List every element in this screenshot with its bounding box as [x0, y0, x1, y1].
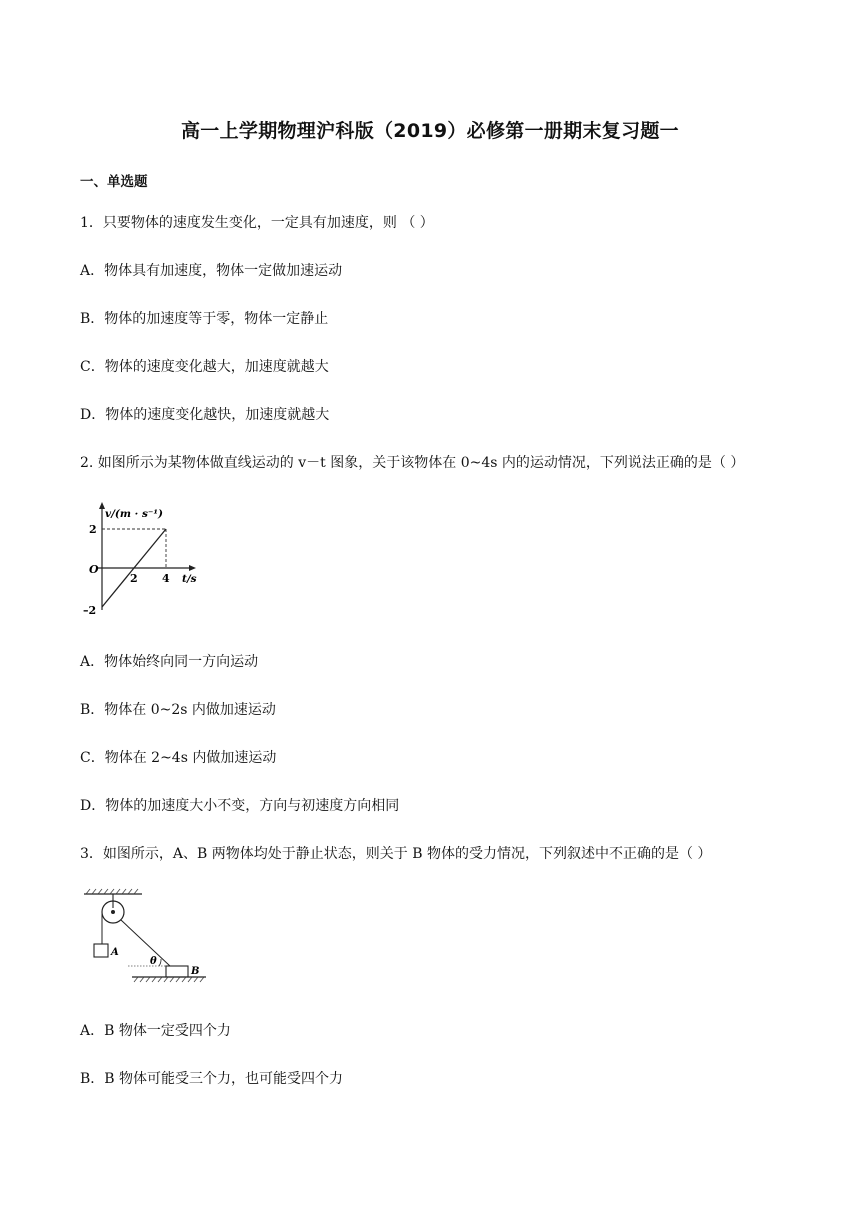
- question-1-stem: 1．只要物体的速度发生变化，一定具有加速度，则 （ ）: [80, 215, 434, 231]
- question-1-option-a: A．物体具有加速度，物体一定做加速运动: [80, 263, 343, 279]
- x-tick-4: 4: [162, 572, 170, 585]
- x-tick-2: 2: [130, 572, 138, 585]
- question-2-option-d: D．物体的加速度大小不变，方向与初速度方向相同: [80, 798, 400, 814]
- question-2-option-c: C．物体在 2~4s 内做加速运动: [80, 750, 277, 766]
- label-a: A: [111, 947, 119, 958]
- label-b: B: [191, 966, 200, 977]
- pulley-figure: [80, 888, 220, 988]
- rope-to-b: [121, 920, 170, 966]
- origin-label: O: [89, 563, 99, 576]
- vt-graph: [80, 500, 210, 620]
- section-heading: 一、单选题: [80, 174, 148, 190]
- x-axis-arrow: [189, 565, 196, 571]
- question-2-option-a: A．物体始终向同一方向运动: [80, 654, 259, 670]
- pulley-diagram: [80, 888, 220, 988]
- ceiling-hatch: [86, 889, 138, 894]
- question-1-option-c: C．物体的速度变化越大，加速度就越大: [80, 359, 329, 375]
- question-2-option-b: B．物体在 0~2s 内做加速运动: [80, 702, 276, 718]
- question-3-stem: 3．如图所示，A、B 两物体均处于静止状态，则关于 B 物体的受力情况，下列叙述中不正确的是（ ）: [80, 846, 712, 862]
- ground-hatch: [134, 977, 204, 982]
- question-3-option-a: A．B 物体一定受四个力: [80, 1023, 231, 1039]
- pulley-axle: [111, 910, 115, 914]
- question-1-option-b: B．物体的加速度等于零，物体一定静止: [80, 311, 329, 327]
- block-b: [166, 966, 188, 977]
- y-tick-neg2: –2: [83, 604, 97, 617]
- y-axis-label: v/(m · s⁻¹): [105, 508, 164, 520]
- document-title: 高一上学期物理沪科版（2019）必修第一册期末复习题一: [181, 120, 679, 142]
- x-axis-label: t/s: [182, 573, 197, 585]
- angle-arc: [159, 959, 161, 966]
- question-1-option-d: D．物体的速度变化越快，加速度就越大: [80, 407, 330, 423]
- angle-label: θ: [150, 956, 157, 967]
- vt-graph-figure: [80, 500, 210, 620]
- y-tick-2: 2: [89, 523, 97, 536]
- block-a: [94, 944, 108, 957]
- question-2-stem: 2. 如图所示为某物体做直线运动的 v－t 图象，关于该物体在 0~4s 内的运动情况，下列说法正确的是（ ）: [80, 455, 745, 471]
- question-3-option-b: B．B 物体可能受三个力，也可能受四个力: [80, 1071, 344, 1087]
